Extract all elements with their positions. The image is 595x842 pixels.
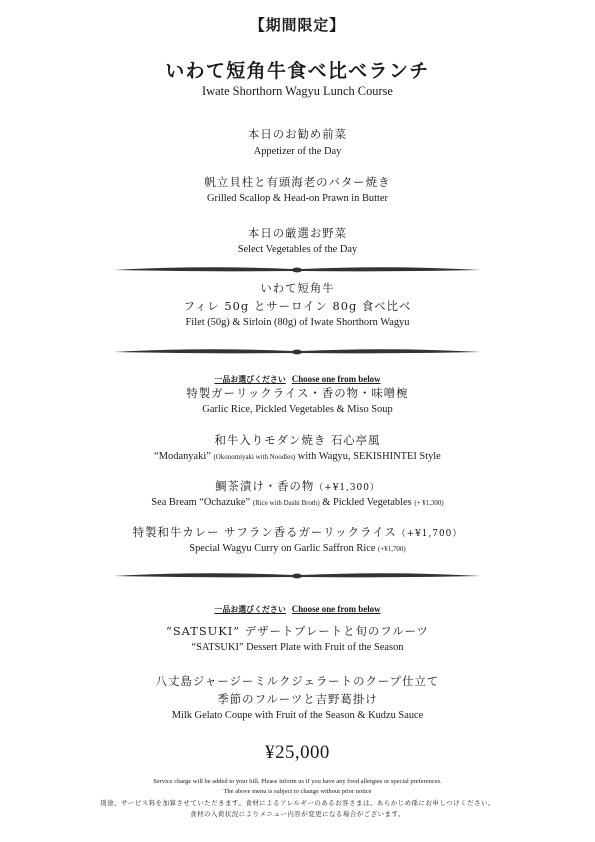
ochazuke-en (3, 497, 593, 508)
curry-jp-price: （+¥1,700） (396, 529, 463, 539)
scallop-jp: 帆立貝柱と有頭海老のバター焼き (204, 175, 391, 189)
ochazuke-en-sides: & Pickled Vegetables (319, 497, 415, 508)
wagyu-jp: いわて短角牛 (260, 281, 335, 295)
course-price: ¥25,000 (265, 742, 330, 763)
choose-one-heading (3, 367, 593, 386)
garlic-rice-jp: 特製ガーリックライス・香の物・味噌椀 (186, 386, 409, 400)
menu-title-jp: いわて短角牛食べ比べランチ (165, 60, 430, 82)
gelato-jp: 八丈島ジャージーミルクジェラートのクープ仕立て (155, 674, 440, 688)
ochazuke-en-price: (+ ¥1,300) (414, 499, 444, 507)
choose-one-jp: 一品お選びください (214, 374, 286, 384)
ochazuke-en-note: (Rice with Dashi Broth) (252, 499, 320, 507)
choose-one-jp: 一品お選びください (214, 604, 286, 614)
menu-title-en: Iwate Shorthorn Wagyu Lunch Course (202, 84, 393, 98)
service-charge-note-en: Service charge will be added to your bill. Please inform us if you have any food allergies or special preferences. (153, 778, 442, 785)
ochazuke-en-name: Sea Bream “Ochazuke” (151, 497, 253, 508)
menu-change-note-jp: 食材の入荷状況によりメニュー内容が変更になる場合がございます。 (190, 810, 405, 818)
scallop-en: Grilled Scallop & Head-on Prawn in Butter (206, 193, 388, 204)
ochazuke-jp-name: 鯛茶漬け・香の物 (215, 479, 315, 493)
curry-jp (3, 524, 593, 540)
vegetables-jp: 本日の厳選お野菜 (247, 226, 348, 240)
appetizer-jp: 本日のお勧め前菜 (247, 127, 348, 141)
choose-one-heading-dessert (3, 597, 593, 616)
choose-one-en: Choose one from below (291, 604, 381, 614)
ochazuke-jp-price: （+¥1,300） (314, 483, 380, 493)
ornament-divider (112, 569, 483, 583)
modanyaki-en-note: (Okonomiyaki with Noodles) (213, 453, 296, 461)
curry-jp-name: 特製和牛カレー サフラン香るガーリックライス (132, 525, 397, 539)
modanyaki-en-style: with Wagyu, SEKISHINTEI Style (295, 451, 441, 462)
satsuki-jp: “SATSUKI” デザートプレートと旬のフルーツ (166, 624, 429, 638)
wagyu-en: Filet (50g) & Sirloin (80g) of Iwate Shorthorn Wagyu (185, 317, 410, 328)
ochazuke-jp (3, 478, 593, 494)
garlic-rice-en: Garlic Rice, Pickled Vegetables & Miso Soup (202, 404, 393, 415)
service-charge-note-jp: 別途、サービス料を加算させていただきます。食材によるアレルギーのあるお客さまは、あらかじめ係にお申しつけください。 (100, 799, 495, 807)
gelato-en: Milk Gelato Coupe with Fruit of the Season & Kudzu Sauce (171, 710, 424, 721)
curry-en (3, 543, 593, 554)
vegetables-en: Select Vegetables of the Day (237, 244, 358, 255)
ornament-divider (112, 345, 483, 359)
gelato-sauce-jp: 季節のフルーツと吉野葛掛け (217, 692, 378, 706)
curry-en-price: (+¥1,700) (378, 545, 406, 553)
modanyaki-en-name: “Modanyaki” (154, 451, 214, 462)
modanyaki-jp: 和牛入りモダン焼き 石心亭風 (214, 433, 381, 447)
ornament-divider (112, 263, 483, 277)
menu-change-note-en: The above menu is subject to change without prior notice (223, 788, 372, 795)
appetizer-en: Appetizer of the Day (253, 146, 342, 157)
satsuki-en: “SATSUKI” Dessert Plate with Fruit of the Season (191, 642, 404, 653)
limited-time-label: 【期間限定】 (249, 16, 346, 34)
curry-en-name: Special Wagyu Curry on Garlic Saffron Rice (189, 543, 379, 554)
wagyu-cuts-jp: フィレ 50g とサーロイン 80g 食べ比べ (183, 299, 412, 313)
modanyaki-en (3, 451, 593, 462)
choose-one-en: Choose one from below (291, 374, 381, 384)
